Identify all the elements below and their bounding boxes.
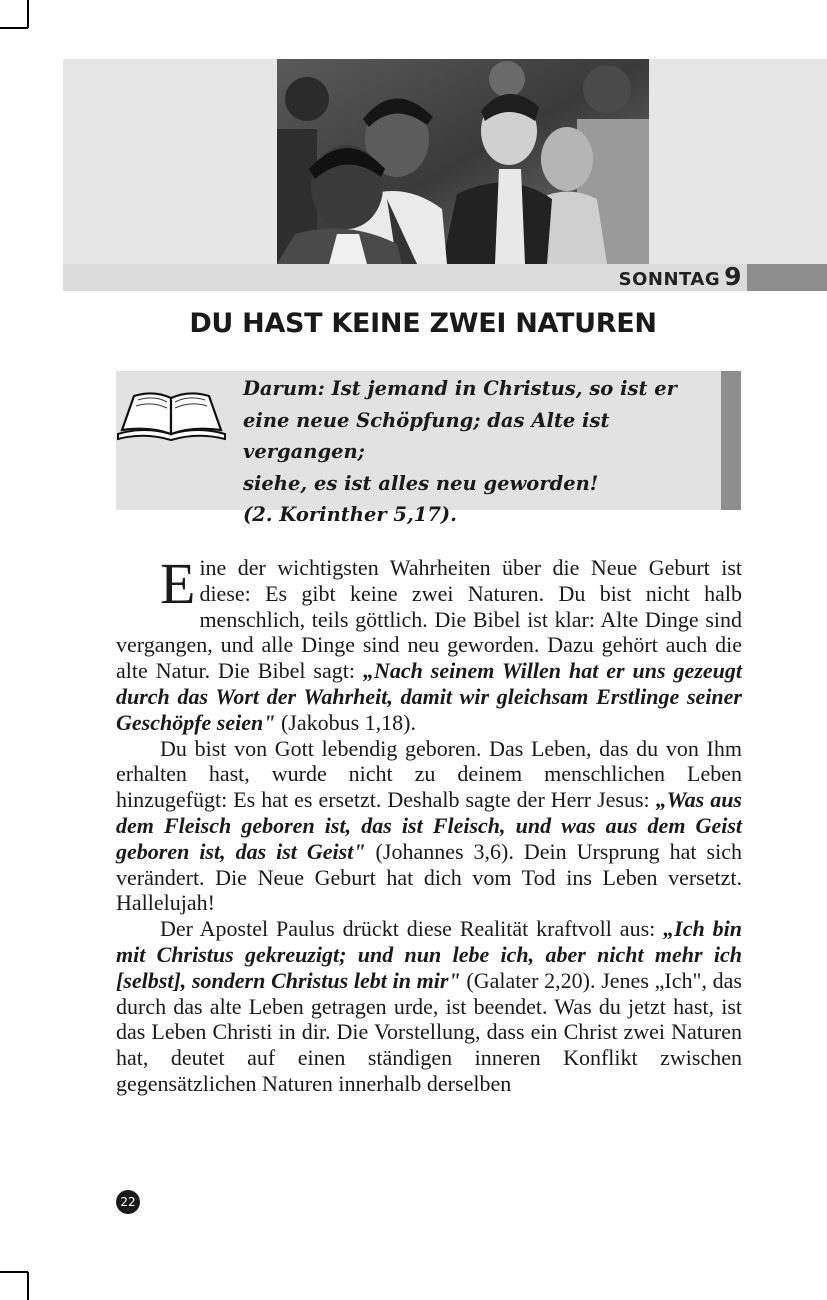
crop-mark-bottom-left-horizontal <box>0 1271 28 1273</box>
paragraph-1-quote: „Nach seinem Willen hat er uns gezeugt durch das Wort der Wahrheit, damit wir gleichsam Erstlinge seiner Geschöpfe seien" <box>116 658 742 735</box>
verse-line-3: siehe, es ist alles neu geworden! <box>243 471 599 495</box>
paragraph-3-quote: „Ich bin mit Christus gekreuzigt; und nun lebe ich, aber nicht mehr ich [selbst], sondern Christus lebt in mir" <box>116 916 742 993</box>
page-title: DU HAST KEINE ZWEI NATUREN <box>189 308 657 339</box>
paragraph-2-quote: „Was aus dem Fleisch geboren ist, das ist Fleisch, und was aus dem Geist geboren ist, das ist Geist" <box>116 787 742 864</box>
day-bar-accent <box>747 264 827 291</box>
header-photo <box>277 59 649 264</box>
drop-cap: E <box>160 551 196 616</box>
paragraph-2-rest: (Johannes 3,6). Dein Ursprung hat sich verändert. Die Neue Geburt hat dich vom Tod ins Leben versetzt. Hallelujah! <box>116 838 742 916</box>
verse-box-strip <box>721 371 741 510</box>
crop-mark-top-left-vertical <box>27 0 29 28</box>
paragraph-3 <box>116 916 742 1097</box>
crop-mark-bottom-left-vertical <box>27 1272 29 1300</box>
crop-mark-top-left-horizontal <box>0 27 28 29</box>
body-text <box>116 551 742 1097</box>
paragraph-3-rest: (Galater 2,20). Jenes „Ich", das durch das alte Leben getragen urde, ist beendet. Was du jetzt hast, ist das Leben Christi in dir. Die Vorstellung, dass ein Christ zwei Naturen hat, deutet auf einen ständigen inneren Konflikt zwischen gegensätzlichen Naturen innerhalb derselben <box>116 967 742 1096</box>
verse-line-1: Darum: Ist jemand in Christus, so ist er <box>243 377 677 400</box>
verse-reference: (2. Korinther 5,17). <box>243 503 457 526</box>
verse-text <box>243 373 717 531</box>
paragraph-1-text: ine der wichtigsten Wahrheiten über die Neue Geburt ist diese: Es gibt keine zwei Naturen. Du bist nicht halb menschlich, teils göttlich. Die Bibel ist klar: Alte Dinge sind vergangen, und alle Dinge sind neu geworden. Dazu gehört auch die alte Natur. Die Bibel sagt: <box>116 555 742 684</box>
verse-line-2: eine neue Schöpfung; das Alte ist vergangen; <box>243 408 610 463</box>
day-label-text: SONNTAG <box>618 269 721 290</box>
paragraph-2 <box>116 736 742 917</box>
paragraph-2-text: Du bist von Gott lebendig geboren. Das Leben, das du von Ihm erhalten hast, wurde nicht zu deinem menschlichen Leben hinzugefügt: Es hat es ersetzt. Deshalb sagte der Herr Jesus: <box>116 735 742 813</box>
page-number: 22 <box>116 1190 140 1214</box>
day-number: 9 <box>724 262 742 291</box>
paragraph-1-reference: (Jakobus 1,18). <box>275 709 417 735</box>
audience-photo-illustration <box>277 59 649 264</box>
open-book-icon <box>114 384 229 444</box>
day-label <box>580 262 742 292</box>
paragraph-3-text: Der Apostel Paulus drückt diese Realität kraftvoll aus: <box>160 916 664 942</box>
paragraph-1 <box>116 551 742 736</box>
